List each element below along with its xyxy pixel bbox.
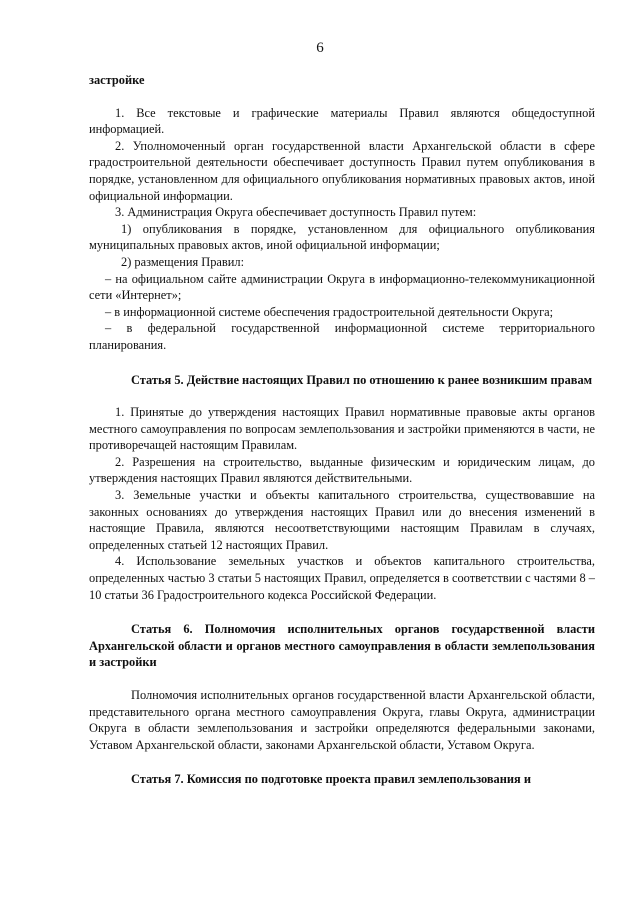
paragraph: Полномочия исполнительных органов государственной власти Архангельской области, представительного органа местного самоуправления Округа, главы Округа, администрации Округа в области землепользования и застройки определяются федеральными законами, Уставом Архангельской области, законами Архангельской области, Уставом Округа. — [89, 688, 595, 752]
list-item: – в федеральной государственной информационной системе территориального планирования. — [89, 321, 595, 352]
paragraph: 2. Уполномоченный орган государственной власти Архангельской области в сфере градостроительной деятельности обеспечивает доступность Правил путем опубликования в порядке, установленном для официального опубликования нормативных правовых актов, иной официальной информации. — [89, 138, 595, 203]
article-7-heading: Статья 7. Комиссия по подготовке проекта правил землепользования и — [131, 772, 531, 787]
paragraph: 2. Разрешения на строительство, выданные физическим и юридическим лицам, до утверждения настоящих Правил являются действительными. — [89, 454, 595, 486]
paragraph: 4. Использование земельных участков и объектов капитального строительства, определенных частью 3 статьи 5 настоящих Правил, определяется в соответствии с частями 8 – 10 статьи 36 Градостроительного кодекса Российской Федерации. — [89, 554, 595, 602]
article-5-body — [89, 404, 595, 603]
paragraph: 3. Администрация Округа обеспечивает доступность Правил путем: — [115, 205, 477, 220]
list-item: 1) опубликования в порядке, установленном для официального опубликования муниципальных правовых актов, иной официальной информации; — [89, 221, 595, 253]
list-item: – на официальном сайте администрации Округа в информационно-телекоммуникационной сети «Интернет»; — [89, 271, 595, 303]
publication-section — [89, 105, 595, 354]
article-5-heading: Статья 5. Действие настоящих Правил по отношению к ранее возникшим правам — [131, 372, 593, 387]
continued-heading-fragment: застройке — [89, 73, 145, 87]
article-6-heading: Статья 6. Полномочия исполнительных органов государственной власти Архангельской области и органов местного самоуправления в области землепользования и застройки — [89, 622, 595, 670]
paragraph: 1. Принятые до утверждения настоящих Правил нормативные правовые акты органов местного самоуправления по вопросам землепользования и застройки применяются в части, не противоречащей настоящим Правилам. — [89, 405, 595, 453]
paragraph: 1. Все текстовые и графические материалы Правил являются общедоступной информацией. — [89, 105, 595, 137]
document-body — [89, 72, 595, 788]
page-number: 6 — [316, 40, 324, 56]
article-6-body — [89, 687, 595, 753]
paragraph: 3. Земельные участки и объекты капитального строительства, существовавшие на законных основаниях до утверждения настоящих Правил или до внесения изменений в настоящие Правила, являются несоответствующими настоящим Правилам в случаях, определенных статьей 12 настоящих Правил. — [89, 488, 595, 552]
list-item: 2) размещения Правил: — [121, 254, 245, 269]
list-item: – в информационной системе обеспечения градостроительной деятельности Округа; — [105, 304, 554, 319]
